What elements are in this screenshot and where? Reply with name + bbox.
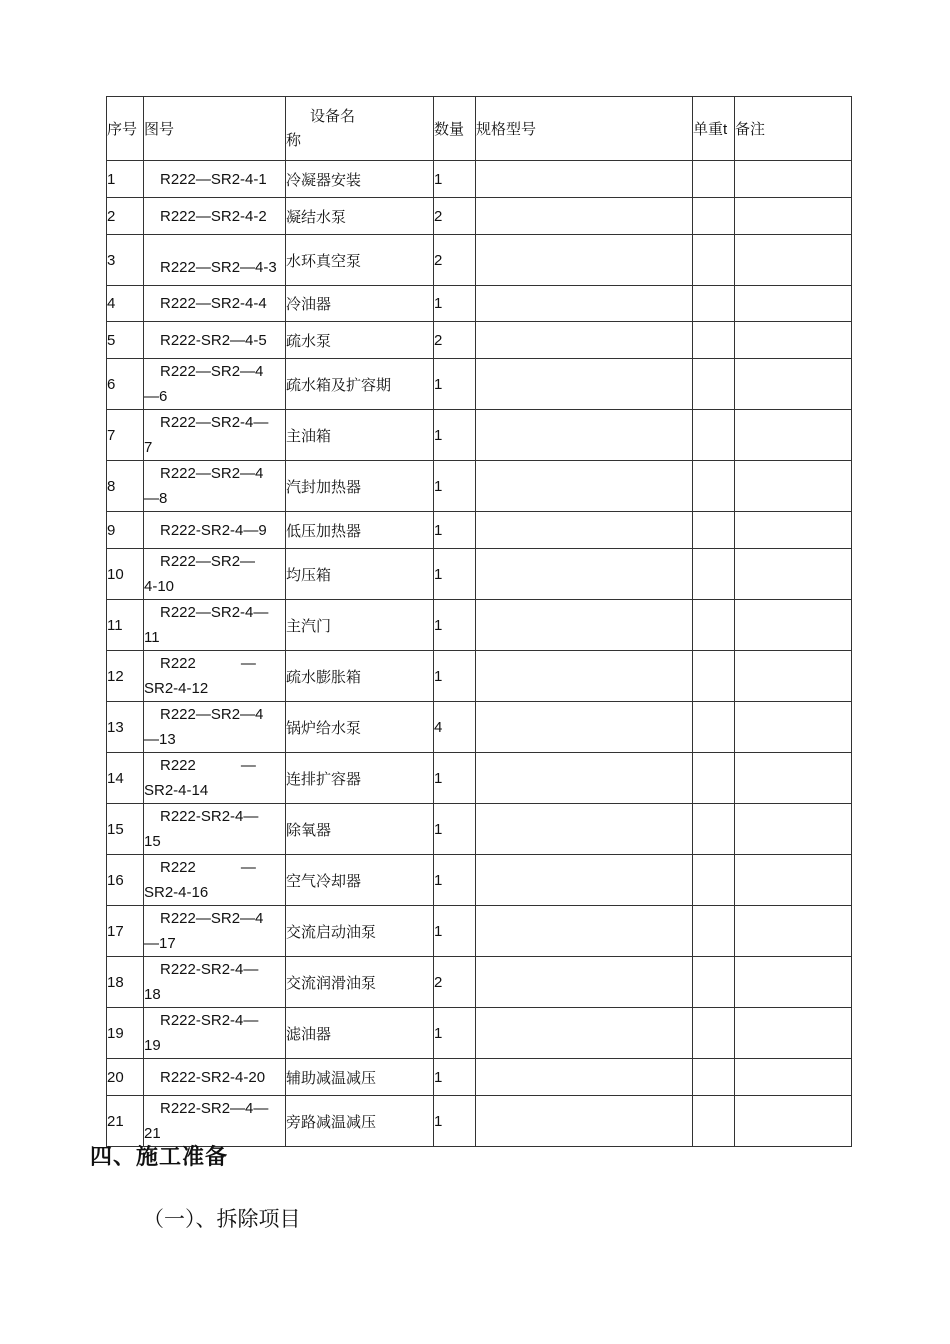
- drawing-number: [144, 359, 285, 409]
- table-row: [107, 549, 852, 600]
- row-drawing: [144, 322, 286, 359]
- row-no: 7: [107, 410, 144, 461]
- row-weight: [693, 855, 735, 906]
- row-spec: [476, 161, 693, 198]
- row-drawing: [144, 753, 286, 804]
- row-name: 水环真空泵: [286, 235, 434, 286]
- drawing-number: [144, 1065, 285, 1090]
- drawing-number-line2: SR2-4-12: [144, 680, 209, 697]
- drawing-number-line1: R222—SR2-4-2: [160, 207, 267, 225]
- row-qty: 1: [434, 855, 476, 906]
- row-no: 8: [107, 461, 144, 512]
- header-note: 备注: [735, 97, 852, 161]
- row-no: 13: [107, 702, 144, 753]
- row-name: 主汽门: [286, 600, 434, 651]
- row-note: [735, 359, 852, 410]
- row-drawing: [144, 461, 286, 512]
- header-qty: 数量: [434, 97, 476, 161]
- row-qty: 1: [434, 410, 476, 461]
- row-note: [735, 161, 852, 198]
- row-note: [735, 1059, 852, 1096]
- drawing-number: [144, 1096, 285, 1146]
- row-weight: [693, 235, 735, 286]
- drawing-number-line2: SR2-4-14: [144, 782, 209, 799]
- drawing-number: [144, 328, 285, 353]
- row-name: 交流启动油泵: [286, 906, 434, 957]
- row-no: 18: [107, 957, 144, 1008]
- row-weight: [693, 549, 735, 600]
- row-drawing: [144, 410, 286, 461]
- table-row: [107, 600, 852, 651]
- row-name: 滤油器: [286, 1008, 434, 1059]
- row-name: 主油箱: [286, 410, 434, 461]
- row-note: [735, 906, 852, 957]
- row-note: [735, 1096, 852, 1147]
- table-header-row: [107, 97, 852, 161]
- row-drawing: [144, 1059, 286, 1096]
- row-weight: [693, 906, 735, 957]
- row-spec: [476, 512, 693, 549]
- row-drawing: [144, 198, 286, 235]
- row-note: [735, 549, 852, 600]
- row-spec: [476, 1008, 693, 1059]
- row-name: 锅炉给水泵: [286, 702, 434, 753]
- header-no: 序号: [107, 97, 144, 161]
- row-no: 6: [107, 359, 144, 410]
- table-row: [107, 235, 852, 286]
- row-name: 空气冷却器: [286, 855, 434, 906]
- row-note: [735, 804, 852, 855]
- drawing-number-line1: R222—SR2—4: [160, 465, 264, 482]
- row-weight: [693, 957, 735, 1008]
- row-drawing: [144, 1096, 286, 1147]
- row-note: [735, 855, 852, 906]
- row-no: 11: [107, 600, 144, 651]
- row-name: 疏水泵: [286, 322, 434, 359]
- table-row: [107, 906, 852, 957]
- row-no: 5: [107, 322, 144, 359]
- table-row: [107, 461, 852, 512]
- drawing-number: [144, 204, 285, 229]
- table-row: [107, 359, 852, 410]
- row-spec: [476, 235, 693, 286]
- row-note: [735, 651, 852, 702]
- row-name: 疏水膨胀箱: [286, 651, 434, 702]
- row-spec: [476, 753, 693, 804]
- row-spec: [476, 322, 693, 359]
- row-qty: 1: [434, 512, 476, 549]
- row-spec: [476, 804, 693, 855]
- row-qty: 2: [434, 322, 476, 359]
- row-spec: [476, 461, 693, 512]
- row-drawing: [144, 957, 286, 1008]
- row-name: 汽封加热器: [286, 461, 434, 512]
- row-drawing: [144, 512, 286, 549]
- drawing-number-line1: R222—SR2-4-1: [160, 170, 267, 188]
- drawing-number-line1: R222-SR2-4—: [160, 1012, 259, 1029]
- row-spec: [476, 702, 693, 753]
- row-weight: [693, 161, 735, 198]
- table-row: [107, 161, 852, 198]
- row-weight: [693, 753, 735, 804]
- drawing-number-line1: R222-SR2—4-5: [160, 331, 267, 349]
- row-no: 2: [107, 198, 144, 235]
- row-weight: [693, 702, 735, 753]
- row-name: 旁路减温减压: [286, 1096, 434, 1147]
- header-drawing: 图号: [144, 97, 286, 161]
- row-spec: [476, 549, 693, 600]
- row-weight: [693, 1059, 735, 1096]
- table-row: [107, 1008, 852, 1059]
- row-note: [735, 235, 852, 286]
- row-no: 16: [107, 855, 144, 906]
- row-name: 均压箱: [286, 549, 434, 600]
- row-qty: 1: [434, 753, 476, 804]
- row-name: 辅助减温减压: [286, 1059, 434, 1096]
- row-qty: 2: [434, 198, 476, 235]
- row-drawing: [144, 161, 286, 198]
- row-name: 交流润滑油泵: [286, 957, 434, 1008]
- row-qty: 1: [434, 359, 476, 410]
- row-no: 15: [107, 804, 144, 855]
- drawing-number-line1: R222—SR2-4—: [160, 604, 269, 621]
- header-weight: 单重t: [693, 97, 735, 161]
- row-note: [735, 957, 852, 1008]
- row-weight: [693, 1008, 735, 1059]
- row-drawing: [144, 235, 286, 286]
- drawing-number-line2: —6: [144, 388, 168, 405]
- row-weight: [693, 359, 735, 410]
- drawing-number-line2: 4-10: [144, 578, 175, 595]
- row-weight: [693, 512, 735, 549]
- drawing-number: [144, 600, 285, 650]
- row-spec: [476, 1059, 693, 1096]
- drawing-number-line1: R222-SR2-4-20: [160, 1068, 266, 1086]
- row-qty: 1: [434, 804, 476, 855]
- row-weight: [693, 651, 735, 702]
- drawing-number-line1: R222—SR2-4—: [160, 414, 269, 431]
- drawing-number: [144, 702, 285, 752]
- drawing-number-line1: R222-SR2-4—9: [160, 521, 267, 539]
- drawing-number-line1: R222-SR2-4—: [160, 961, 259, 978]
- drawing-number-line2: —13: [144, 731, 176, 748]
- row-name: 冷凝器安装: [286, 161, 434, 198]
- row-note: [735, 198, 852, 235]
- drawing-number-line1: R222—SR2—4: [160, 363, 264, 380]
- row-weight: [693, 461, 735, 512]
- row-qty: 1: [434, 549, 476, 600]
- table-row: [107, 1059, 852, 1096]
- header-name-line2: 称: [286, 131, 302, 149]
- drawing-number: [144, 410, 285, 460]
- table-row: [107, 804, 852, 855]
- table-row: [107, 1096, 852, 1147]
- table-row: [107, 198, 852, 235]
- row-qty: 1: [434, 461, 476, 512]
- row-no: 21: [107, 1096, 144, 1147]
- drawing-number-line2: —17: [144, 935, 176, 952]
- table-row: [107, 651, 852, 702]
- row-drawing: [144, 1008, 286, 1059]
- row-qty: 1: [434, 286, 476, 322]
- drawing-number: [144, 753, 285, 803]
- row-spec: [476, 286, 693, 322]
- row-no: 1: [107, 161, 144, 198]
- drawing-number-line1: R222 —: [160, 655, 256, 672]
- row-drawing: [144, 906, 286, 957]
- row-spec: [476, 359, 693, 410]
- row-note: [735, 1008, 852, 1059]
- drawing-number: [144, 804, 285, 854]
- drawing-number-line2: 15: [144, 833, 161, 850]
- row-spec: [476, 410, 693, 461]
- row-qty: 1: [434, 651, 476, 702]
- equipment-table: [106, 96, 852, 1147]
- row-spec: [476, 906, 693, 957]
- row-note: [735, 512, 852, 549]
- section-subtitle: （一）、拆除项目: [143, 1207, 301, 1231]
- row-name: 除氧器: [286, 804, 434, 855]
- table-body: [107, 161, 852, 1147]
- row-note: [735, 286, 852, 322]
- row-qty: 4: [434, 702, 476, 753]
- table-row: [107, 512, 852, 549]
- row-no: 12: [107, 651, 144, 702]
- row-note: [735, 753, 852, 804]
- row-drawing: [144, 286, 286, 322]
- row-no: 9: [107, 512, 144, 549]
- drawing-number-line1: R222—SR2—4: [160, 910, 264, 927]
- drawing-number-line2: 18: [144, 986, 161, 1003]
- drawing-number-line1: R222 —: [160, 757, 256, 774]
- row-note: [735, 410, 852, 461]
- drawing-number: [144, 1008, 285, 1058]
- row-spec: [476, 1096, 693, 1147]
- drawing-number-line2: R222—SR2—4-3: [160, 258, 277, 276]
- row-no: 17: [107, 906, 144, 957]
- header-spec: 规格型号: [476, 97, 693, 161]
- drawing-number-line1: R222 —: [160, 859, 256, 876]
- row-drawing: [144, 651, 286, 702]
- row-qty: 1: [434, 906, 476, 957]
- row-drawing: [144, 600, 286, 651]
- row-no: 20: [107, 1059, 144, 1096]
- row-note: [735, 600, 852, 651]
- row-name: 连排扩容器: [286, 753, 434, 804]
- row-spec: [476, 198, 693, 235]
- row-weight: [693, 600, 735, 651]
- drawing-number-line2: 21: [144, 1125, 161, 1142]
- row-drawing: [144, 855, 286, 906]
- drawing-number: [144, 651, 285, 701]
- section-title: 四、施工准备: [90, 1145, 229, 1170]
- table-row: [107, 957, 852, 1008]
- row-no: 4: [107, 286, 144, 322]
- row-qty: 2: [434, 957, 476, 1008]
- drawing-number: [144, 957, 285, 1007]
- row-note: [735, 702, 852, 753]
- header-name-line1: 设备名: [310, 107, 356, 125]
- drawing-number: [144, 167, 285, 192]
- drawing-number: [144, 518, 285, 543]
- row-note: [735, 322, 852, 359]
- table-row: [107, 753, 852, 804]
- row-drawing: [144, 804, 286, 855]
- drawing-number: [144, 241, 285, 280]
- drawing-number-line1: R222-SR2—4—: [160, 1100, 269, 1117]
- row-name: 低压加热器: [286, 512, 434, 549]
- table-row: [107, 855, 852, 906]
- row-no: 3: [107, 235, 144, 286]
- drawing-number: [144, 549, 285, 599]
- drawing-number: [144, 461, 285, 511]
- row-weight: [693, 198, 735, 235]
- row-spec: [476, 957, 693, 1008]
- row-no: 14: [107, 753, 144, 804]
- row-weight: [693, 410, 735, 461]
- row-note: [735, 461, 852, 512]
- row-name: 疏水箱及扩容期: [286, 359, 434, 410]
- row-qty: 1: [434, 1008, 476, 1059]
- row-weight: [693, 322, 735, 359]
- row-drawing: [144, 549, 286, 600]
- drawing-number: [144, 906, 285, 956]
- row-drawing: [144, 702, 286, 753]
- row-qty: 1: [434, 161, 476, 198]
- table-row: [107, 286, 852, 322]
- row-no: 19: [107, 1008, 144, 1059]
- drawing-number-line1: R222—SR2-4-4: [160, 295, 267, 312]
- row-qty: 1: [434, 1059, 476, 1096]
- header-name: [286, 97, 434, 161]
- drawing-number-line1: R222—SR2—4: [160, 706, 264, 723]
- drawing-number-line2: SR2-4-16: [144, 884, 209, 901]
- drawing-number: [144, 855, 285, 905]
- row-spec: [476, 855, 693, 906]
- row-qty: 2: [434, 235, 476, 286]
- row-weight: [693, 804, 735, 855]
- row-qty: 1: [434, 600, 476, 651]
- table-row: [107, 322, 852, 359]
- drawing-number-line1: R222—SR2—: [160, 553, 256, 570]
- row-qty: 1: [434, 1096, 476, 1147]
- row-drawing: [144, 359, 286, 410]
- row-no: 10: [107, 549, 144, 600]
- row-name: 冷油器: [286, 286, 434, 322]
- table-row: [107, 702, 852, 753]
- row-weight: [693, 286, 735, 322]
- drawing-number-line2: 11: [144, 629, 160, 646]
- drawing-number-line2: 19: [144, 1037, 161, 1054]
- drawing-number-line2: 7: [144, 439, 153, 456]
- row-spec: [476, 600, 693, 651]
- drawing-number-line1: R222-SR2-4—: [160, 808, 259, 825]
- table-row: [107, 410, 852, 461]
- row-weight: [693, 1096, 735, 1147]
- row-name: 凝结水泵: [286, 198, 434, 235]
- drawing-number-line2: —8: [144, 490, 168, 507]
- drawing-number: [144, 291, 285, 316]
- row-spec: [476, 651, 693, 702]
